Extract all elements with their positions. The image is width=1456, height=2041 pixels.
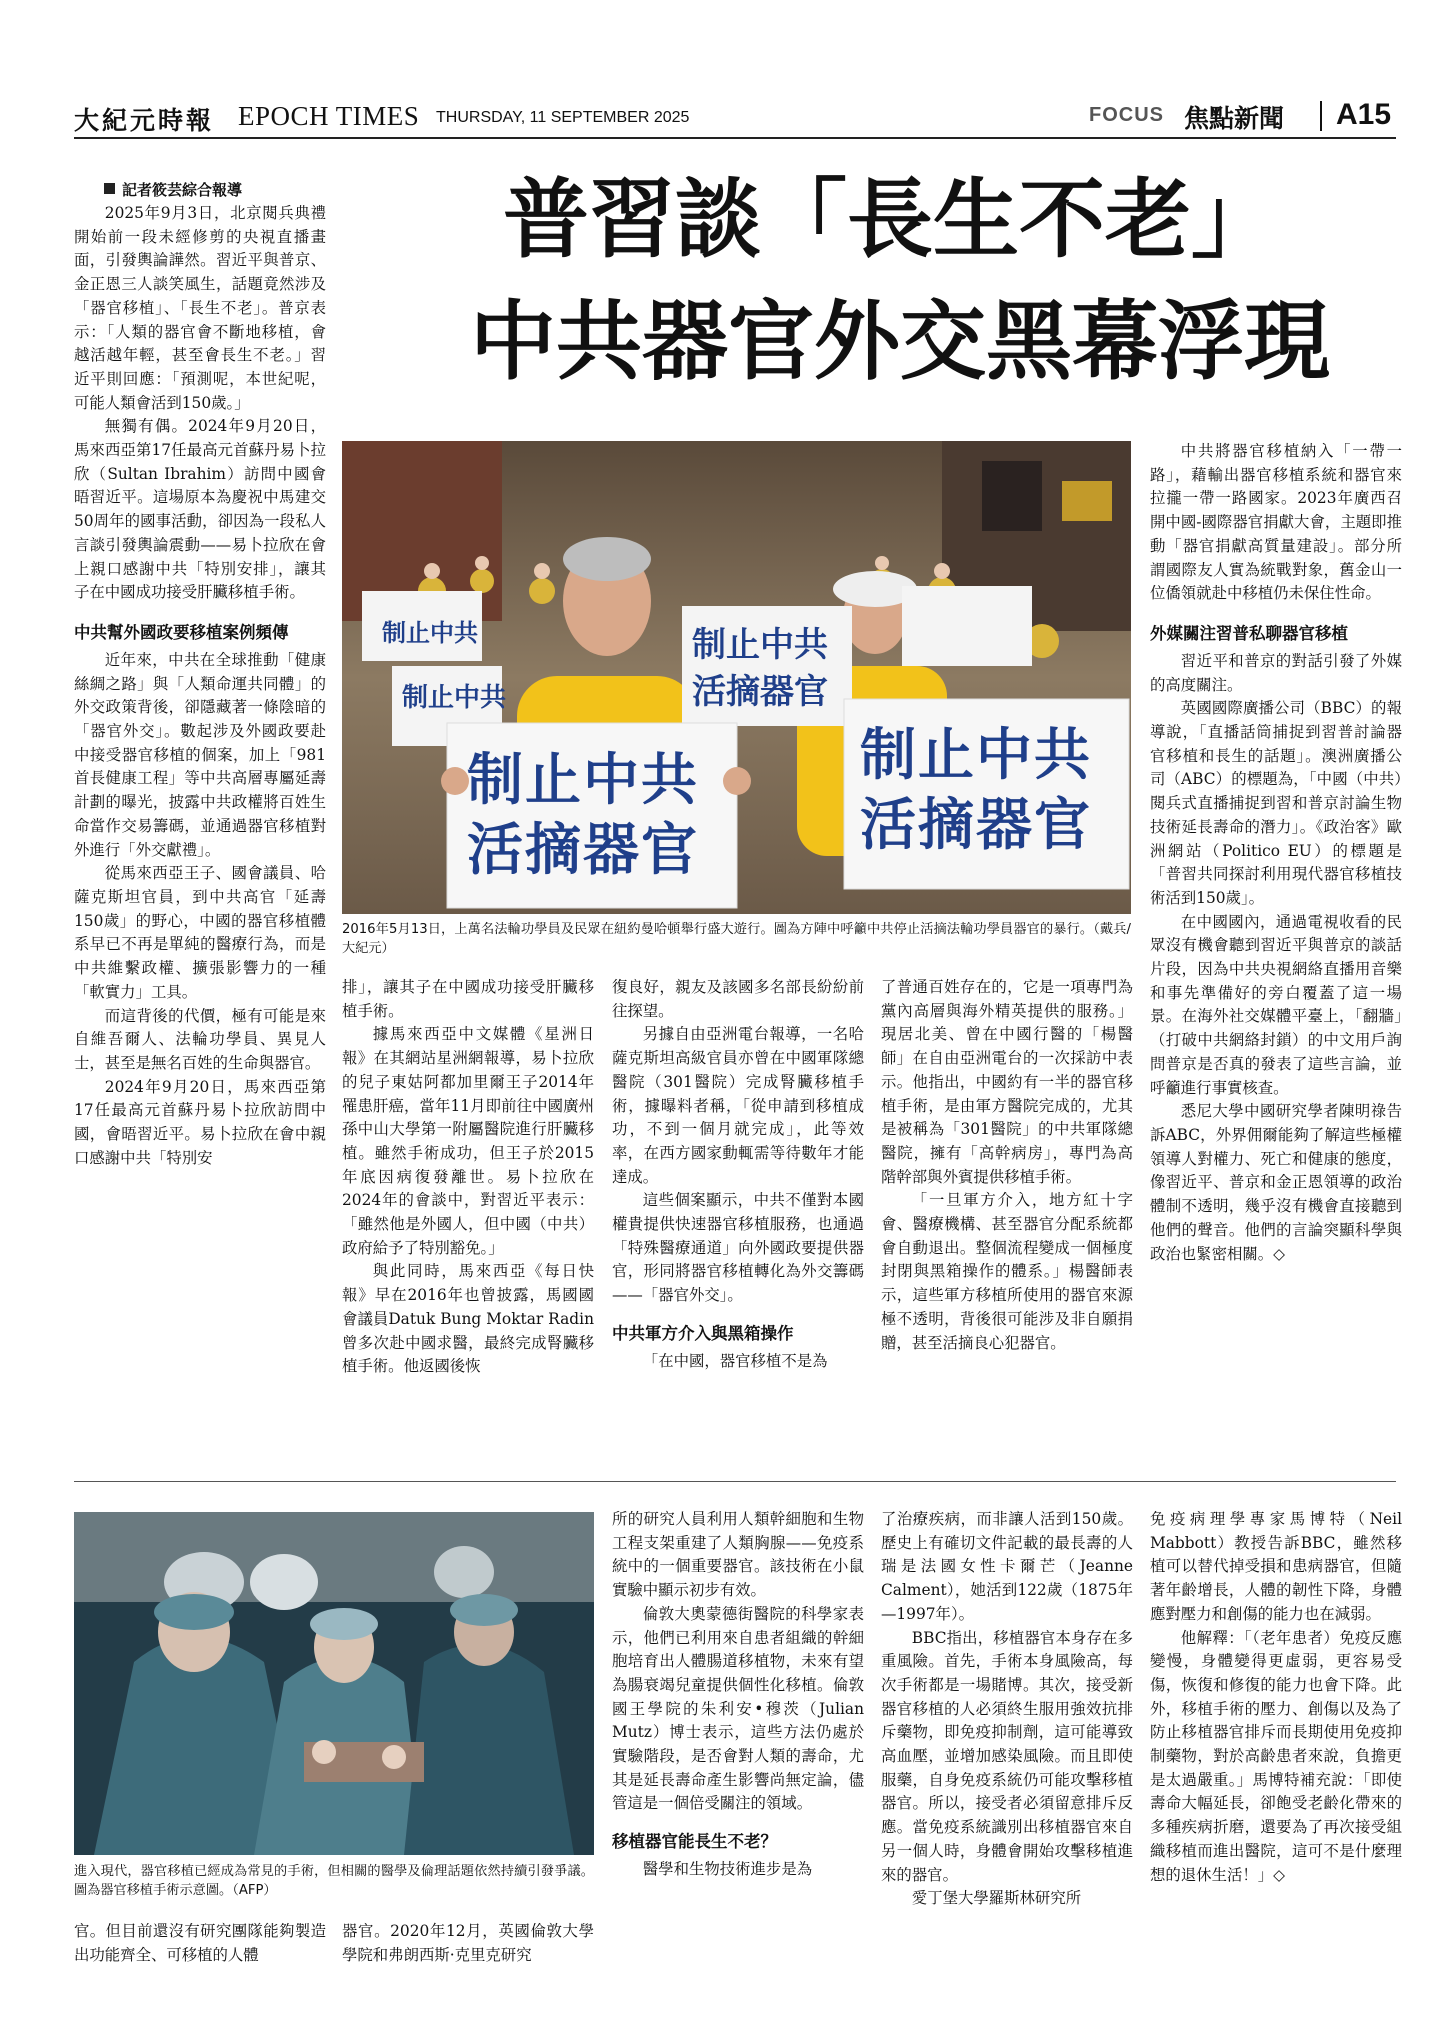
sign-line: 活摘器官	[860, 793, 1092, 858]
paragraph: 免疫病理學專家馬博特（Neil Mabbott）教授告訴BBC，雖然移植可以替代掉受損和患病器官，但隨著年齡增長，人體的韌性下降，身體應對壓力和創傷的能力也在減弱。	[1150, 1510, 1402, 1623]
section-name: 焦點新聞	[1184, 104, 1285, 133]
paragraph: 2025年9月3日，北京閱兵典禮開始前一段未經修剪的央視直播畫面，引發輿論譁然。習近平與普京、金正恩三人談笑風生，話題竟然涉及「器官移植」、「長生不老」。普京表示：「人類的器官會不斷地移植，會越活越年輕，甚至會長生不老。」習近平則回應：「預測呢，本世紀呢，可能人類會活到150歲。」	[74, 204, 326, 412]
paragraph: 「在中國，器官移植不是為	[642, 1351, 828, 1370]
byline: 記者筱芸綜合報導	[74, 178, 326, 202]
paragraph: 從馬來西亞王子、國會議員、哈薩克斯坦官員，到中共高官「延壽150歲」的野心，中國的器官移植體系早已不再是單純的醫療行為，而是中共維繫政權、擴張影響力的一種「軟實力」工具。	[74, 864, 326, 1001]
paragraph: 愛丁堡大學羅斯林研究所	[911, 1889, 1082, 1908]
masthead-divider	[1320, 101, 1322, 131]
paragraph: 無獨有偶。2024年9月20日，馬來西亞第17任最高元首蘇丹易卜拉欣（Sultan Ibrahim）訪問中國會晤習近平。這場原本為慶祝中馬建交50周年的國事活動，卻因為一段私人言談引發輿論震動——易卜拉欣在會上親口感謝中共「特別安排」，讓其子在中國成功接受肝臟移植手術。	[74, 417, 326, 602]
paragraph: 與此同時，馬來西亞《每日快報》早在2016年也曾披露，馬國國會議員Datuk Bung Moktar Radin曾多次赴中國求醫，最終完成腎臟移植手術。他返國後恢	[342, 1262, 594, 1376]
paragraph: 據馬來西亞中文媒體《星洲日報》在其網站星洲網報導，易卜拉欣的兒子東姑阿都加里爾王子2014年罹患肝癌，當年11月即前往中國廣州孫中山大學第一附屬醫院進行肝臟移植。雖然手術成功，但王子於2015年底因病復發離世。易卜拉欣在2024年的會談中，對習近平表示：「雖然他是外國人，但中國（中共）政府給予了特別豁免。」	[342, 1025, 594, 1257]
right-column	[1150, 440, 1402, 1266]
paragraph: 近年來，中共在全球推動「健康絲綢之路」與「人類命運共同體」的外交政策背後，卻隱藏著一條陰暗的「器官外交」。數起涉及外國政要赴中接受器官移植的個案，加上「981首長健康工程」等中共高層專屬延壽計劃的曝光，披露中共政權將百姓生命當作交易籌碼，並通過器官移植對外進行「外交獻禮」。	[74, 650, 326, 859]
paragraph: 在中國國內，通過電視收看的民眾沒有機會聽到習近平與普京的談話片段，因為中共央視網絡直播用音樂和事先準備好的旁白覆蓋了這一場景。在海外社交媒體平臺上，「翻牆」（打破中共網絡封鎖）的中文用戶詢問普京是否真的發表了這些言論，並呼籲進行事實核查。	[1150, 912, 1402, 1097]
subhead: 移植器官能長生不老？	[612, 1832, 777, 1852]
subhead: 中共軍方介入與黑箱操作	[612, 1323, 794, 1343]
svg-text:活摘器官: 活摘器官	[692, 672, 828, 712]
subhead: 中共幫外國政要移植案例頻傳	[74, 622, 289, 642]
subhead: 外媒關注習普私聊器官移植	[1150, 623, 1348, 643]
paragraph: 倫敦大奧蒙德街醫院的科學家表示，他們已利用來自患者組織的幹細胞培育出人體腸道移植物，未來有望為腸衰竭兒童提供個性化移植。倫敦國王學院的朱利安•穆茨（Julian Mutz）博士表示，這些方法仍處於實驗階段，是否會對人類的壽命，尤其是延長壽命產生影響尚無定論，儘管這是一個倍受關注的領域。	[612, 1604, 864, 1813]
paragraph: 2024年9月20日，馬來西亞第17任最高元首蘇丹易卜拉欣訪問中國，會晤習近平。易卜拉欣在會中親口感謝中共「特別安	[74, 1077, 326, 1167]
paragraph: 了治療疾病，而非讓人活到150歲。歷史上有確切文件記載的最長壽的人瑞是法國女性卡爾芒（Jeanne Calment），她活到122歲（1875年—1997年）。	[881, 1510, 1133, 1623]
masthead-rule	[74, 137, 1396, 139]
sign-right	[860, 721, 1125, 861]
paragraph: 中共將器官移植納入「一帶一路」，藉輸出器官移植系統和器官來拉攏一帶一路國家。2023年廣西召開中國-國際器官捐獻大會，主題即推動「器官捐獻高質量建設」。部分所謂國際友人實為統戰對象，舊金山一位僑領就赴中移植仍未保住性命。	[1150, 442, 1402, 603]
bottom-column-4	[881, 1508, 1133, 1911]
paragraph: 官。但目前還沒有研究團隊能夠製造出功能齊全、可移植的人體	[74, 1922, 326, 1964]
sign-line: 制止中共	[860, 723, 1092, 788]
paragraph: BBC指出，移植器官本身存在多重風險。首先，手術本身風險高，每次手術都是一場賭博。其次，接受新器官移植的人必須終生服用強效抗排斥藥物，即免疫抑制劑，這可能導致高血壓，並增加感染風險。而且即使服藥，自身免疫系統仍可能攻擊移植器官。所以，接受者必須留意排斥反應。當免疫系統識別出移植器官來自另一個人時，身體會開始攻擊移植進來的器官。	[881, 1628, 1133, 1884]
mid-column-1	[342, 976, 594, 1379]
byline-square-icon	[104, 183, 115, 194]
svg-text:制止中共: 制止中共	[402, 683, 507, 713]
sign-left	[467, 746, 727, 886]
bottom-column-1	[74, 1920, 326, 1967]
paragraph: 醫學和生物技術進步是為	[642, 1860, 813, 1879]
paragraph: 了普通百姓存在的，它是一項專門為黨內高層與海外精英提供的服務。」現居北美、曾在中國行醫的「楊醫師」在自由亞洲電台的一次採訪中表示。他指出，中國約有一半的器官移植手術，是由軍方醫院完成的，尤其是被稱為「301醫院」的中共軍隊總醫院，擁有「高幹病房」，專門為高階幹部與外賓提供移植手術。	[881, 978, 1133, 1186]
paragraph: 他解釋：「（老年患者）免疫反應變慢，身體變得更虛弱，更容易受傷，恢復和修復的能力也會下降。此外，移植手術的壓力、創傷以及為了防止移植器官排斥而長期使用免疫抑制藥物，對於高齡患者來說，負擔更是太過嚴重。」馬博特補充說：「即使壽命大幅延長，卻飽受老齡化帶來的多種疾病折磨，還要為了再次接受組織移植而進出醫院，這可不是什麼理想的退休生活！」◇	[1150, 1628, 1402, 1884]
masthead-name: EPOCH TIMES	[238, 101, 420, 131]
mid-column-2	[612, 976, 864, 1374]
paragraph: 這些個案顯示，中共不僅對本國權貴提供快速器官移植服務，也通過「特殊醫療通道」向外國政要提供器官，形同將器官移植轉化為外交籌碼——「器官外交」。	[612, 1191, 864, 1305]
svg-text:制止中共: 制止中共	[382, 619, 478, 647]
paragraph: 所的研究人員利用人類幹細胞和生物工程支架重建了人類胸腺——免疫系統中的一個重要器官。該技術在小鼠實驗中顯示初步有效。	[612, 1510, 864, 1600]
paragraph: 復良好，親友及該國多名部長紛紛前往探望。	[612, 978, 864, 1020]
photo1-caption: 2016年5月13日，上萬名法輪功學員及民眾在紐約曼哈頓舉行盛大遊行。圖為方陣中呼籲中共停止活摘法輪功學員器官的暴行。（戴兵/大紀元）	[342, 922, 1131, 956]
paragraph: 英國國際廣播公司（BBC）的報導說，「直播話筒捕捉到習普討論器官移植和長生的話題」。澳洲廣播公司（ABC）的標題為，「中國（中共）閱兵式直播捕捉到習和普京討論生物技術延長壽命的潛力」。《政治客》歐洲網站（Politico EU）的標題是「普習共同探討利用現代器官移植技術活到150歲」。	[1150, 699, 1402, 907]
sign-line: 活摘器官	[467, 818, 699, 883]
paragraph: 器官。2020年12月，英國倫敦大學學院和弗朗西斯·克里克研究	[342, 1922, 594, 1964]
sign-line: 制止中共	[467, 748, 699, 813]
surgery-photo	[74, 1512, 594, 1855]
paragraph: 悉尼大學中國研究學者陳明祿告訴ABC，外界佣爾能夠了解這些極權領導人對權力、死亡和健康的態度，像習近平、普京和金正恩領導的政治體制不透明，幾乎沒有機會直接聽到他們的聲音。他們的言論突顯科學與政治也緊密相關。◇	[1150, 1102, 1402, 1263]
svg-text:制止中共: 制止中共	[692, 625, 828, 665]
mid-column-3	[881, 976, 1133, 1355]
photo2-caption: 進入現代，器官移植已經成為常見的手術，但相關的醫學及倫理話題依然持續引發爭議。圖為器官移植手術示意圖。（AFP）	[74, 1864, 594, 1898]
headline-line2: 中共器官外交黑幕浮現	[470, 292, 1330, 392]
masthead-date: THURSDAY, 11 SEPTEMBER 2025	[436, 109, 690, 126]
section-focus-label: FOCUS	[1089, 104, 1164, 126]
left-column	[74, 178, 326, 1170]
masthead-logo: 大紀元時報	[74, 106, 215, 135]
paragraph: 排」，讓其子在中國成功接受肝臟移植手術。	[342, 978, 594, 1020]
bottom-column-3	[612, 1508, 864, 1882]
headline-line1: 普習談「長生不老」	[503, 170, 1277, 270]
paragraph: 「一旦軍方介入，地方紅十字會、醫療機構、甚至器官分配系統都會自動退出。整個流程變成一個極度封閉與黑箱操作的體系。」楊醫師表示，這些軍方移植所使用的器官來源極不透明，背後很可能涉及非自願捐贈，甚至活摘良心犯器官。	[881, 1191, 1133, 1352]
paragraph: 而這背後的代價，極有可能是來自維吾爾人、法輪功學員、異見人士，甚至是無名百姓的生命與器官。	[74, 1006, 326, 1072]
page-number: A15	[1336, 98, 1392, 131]
section-rule	[74, 1481, 1396, 1482]
surgery-illustration	[74, 1512, 594, 1855]
bottom-column-5	[1150, 1508, 1402, 1887]
paragraph: 習近平和普京的對話引發了外媒的高度關注。	[1150, 651, 1402, 694]
parade-photo	[342, 441, 1131, 914]
bottom-column-2	[342, 1920, 594, 1967]
paragraph: 另據自由亞洲電台報導，一名哈薩克斯坦高級官員亦曾在中國軍隊總醫院（301醫院）完成腎臟移植手術，據曝料者稱，「從申請到移植成功，不到一個月就完成」，此等效率，在西方國家動輒需等待數年才能達成。	[612, 1025, 864, 1186]
